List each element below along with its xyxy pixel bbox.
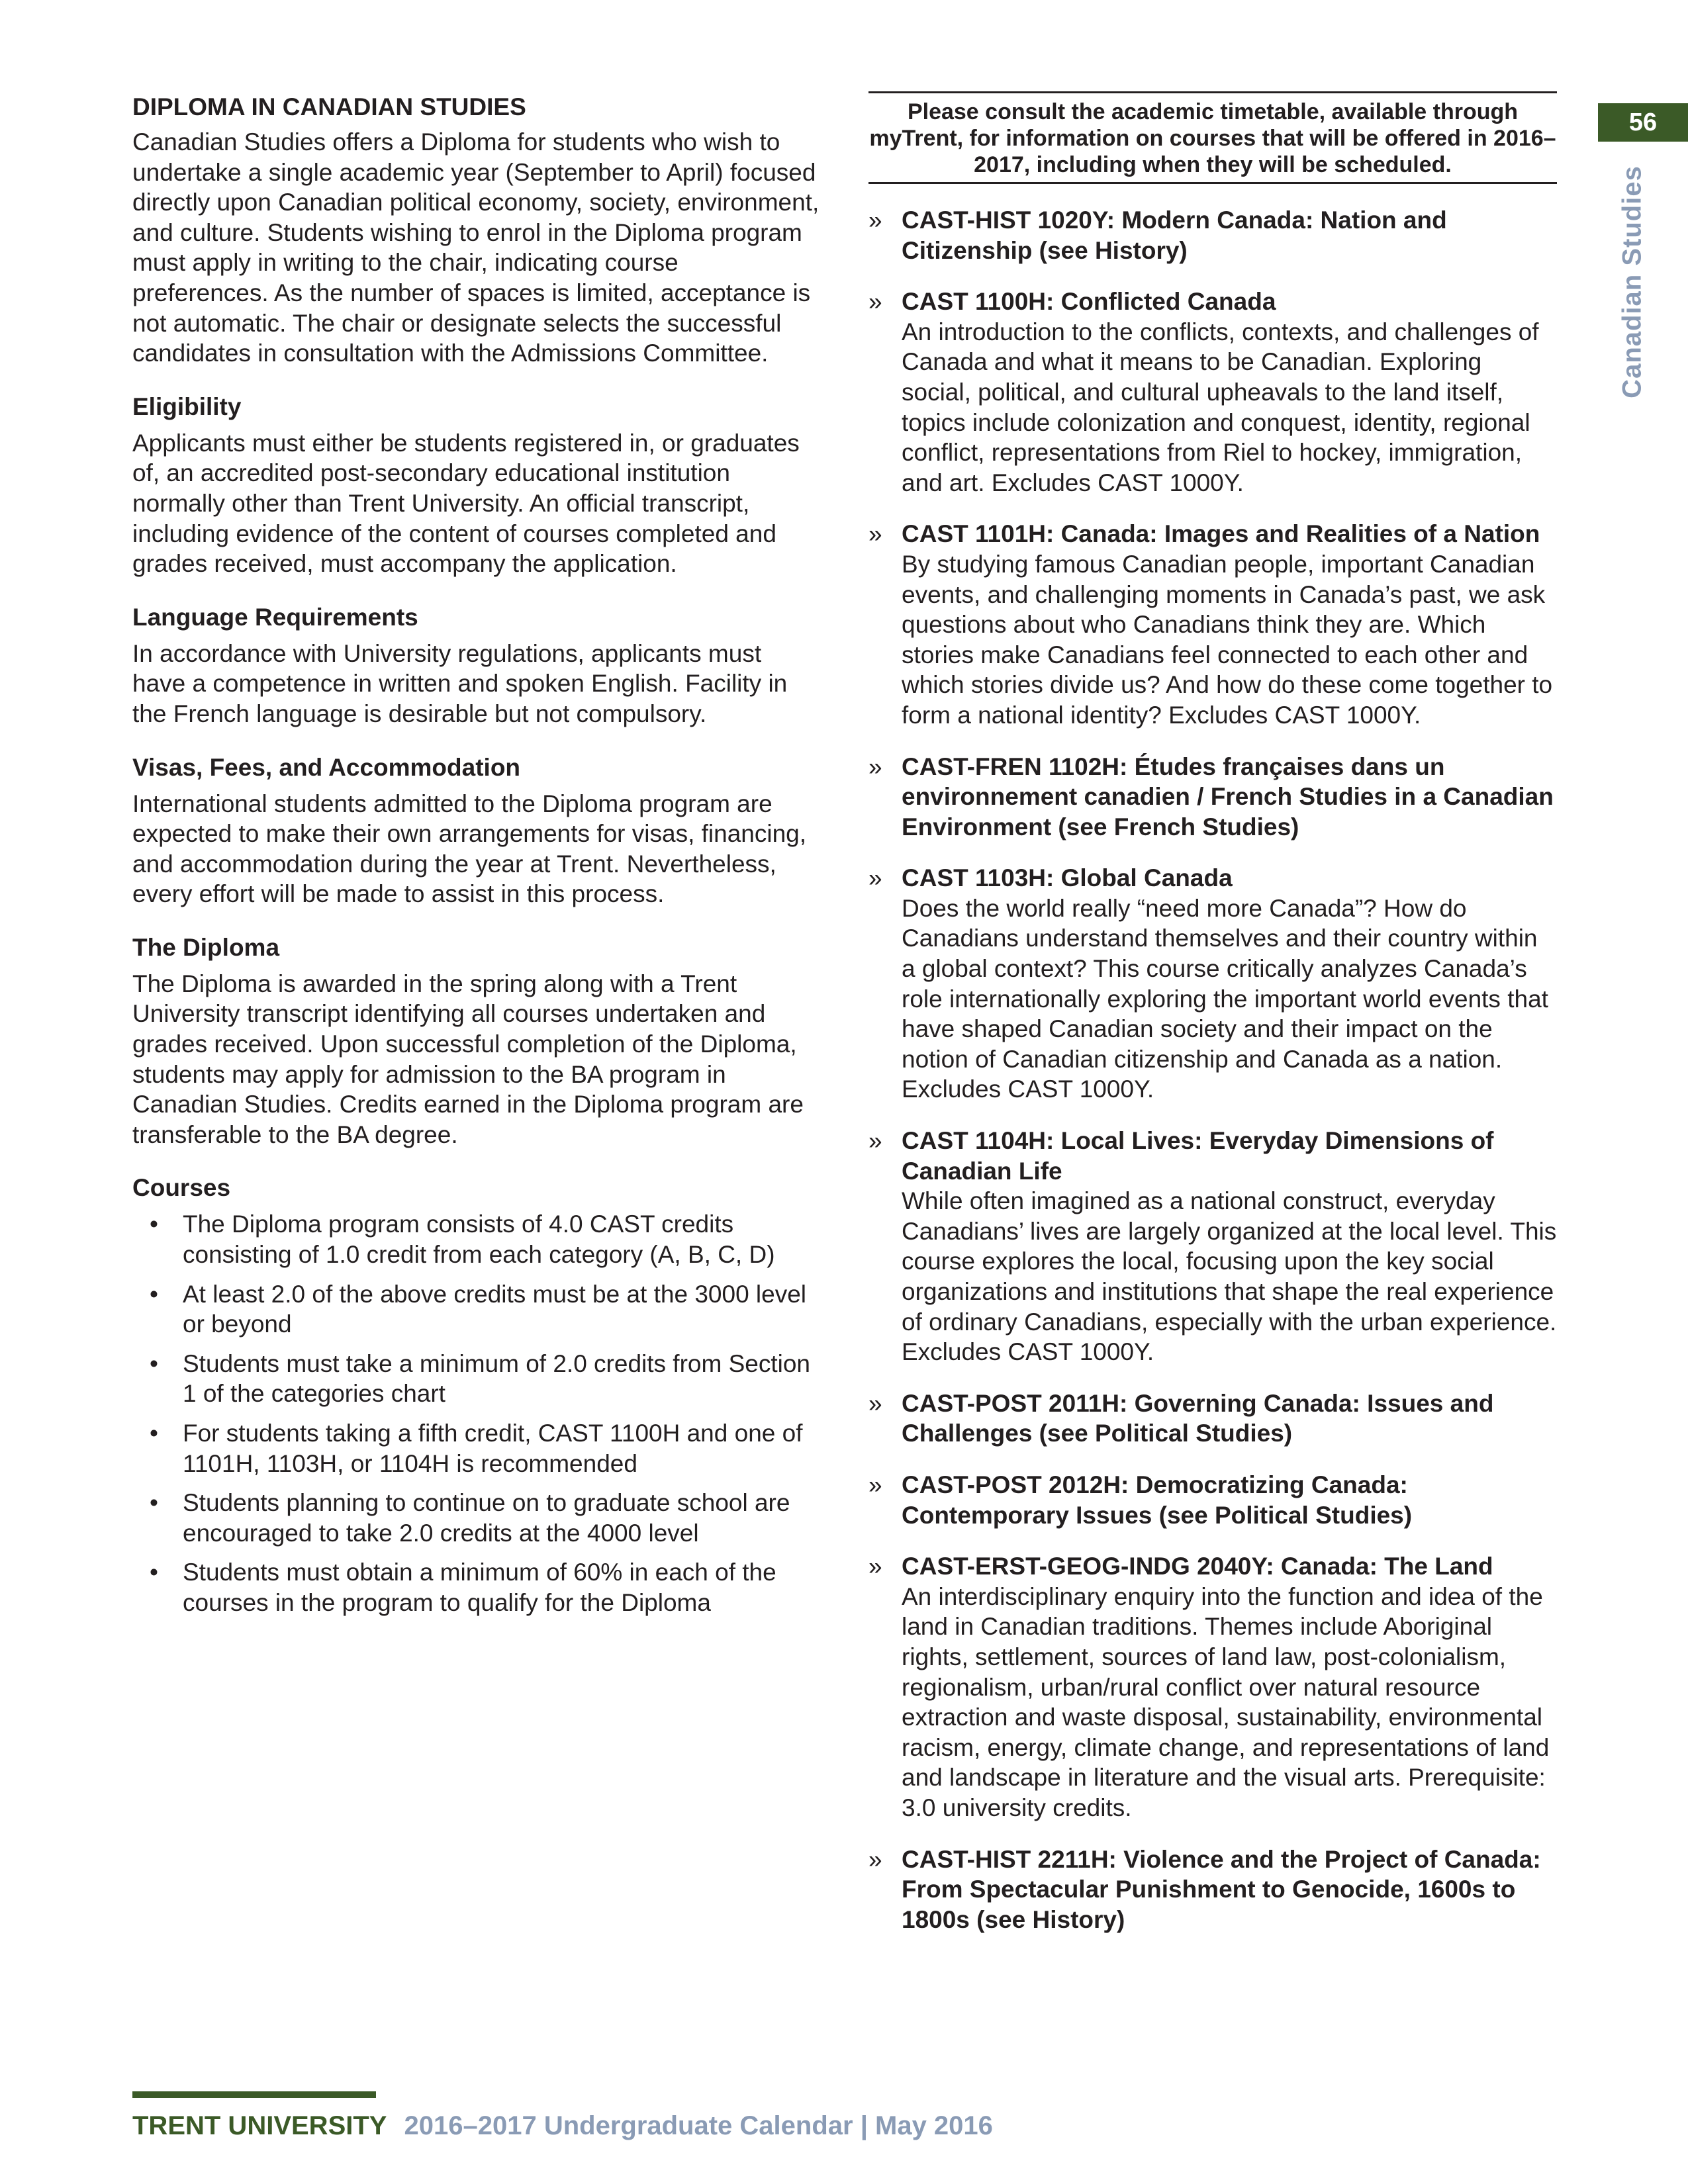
course-entry <box>868 1844 1557 1935</box>
list-item-text: Students planning to continue on to graduate school are encouraged to take 2.0 credits at the 4000 level <box>183 1489 790 1547</box>
requirements-list <box>132 1209 821 1617</box>
course-entry <box>868 1388 1557 1449</box>
diploma-title: DIPLOMA IN CANADIAN STUDIES <box>132 93 526 120</box>
courses-heading: Courses <box>132 1174 231 1202</box>
list-item-text: The Diploma program consists of 4.0 CAST credits consisting of 1.0 credit from each category (A, B, C, D) <box>183 1210 775 1269</box>
page-number: 56 <box>1628 108 1658 136</box>
list-item <box>132 1418 821 1479</box>
chevron-icon: » <box>868 1127 882 1155</box>
chevron-icon: » <box>868 1389 882 1417</box>
course-description: Does the world really “need more Canada”? How do Canadians understand themselves and their country within a global context? This course critically analyzes Canada’s role internationally exploring the important world events that have shaped Canadian society and their impact on the notion of Canadian citizenship and Canada as a nation. Excludes CAST 1000Y. <box>902 894 1548 1103</box>
side-title-container <box>1613 164 1652 400</box>
list-item-text: Students must take a minimum of 2.0 credits from Section 1 of the categories chart <box>183 1349 810 1408</box>
course-description: An interdisciplinary enquiry into the function and idea of the land in Canadian traditions. Themes include Aboriginal rights, settlement, sources of land law, post-colonialism, regionalism, urban/rural conflict over natural resource extraction and waste disposal, sustainability, environmental racism, energy, climate change, and representations of land and landscape in literature and the visual arts. Prerequisite: 3.0 university credits. <box>902 1582 1550 1821</box>
course-title: CAST-FREN 1102H: Études françaises dans un environnement canadien / French Studies in a Canadian Environment (see French Studies) <box>902 752 1554 841</box>
list-item <box>132 1557 821 1617</box>
chevron-icon: » <box>868 520 882 548</box>
course-title: CAST-POST 2012H: Democratizing Canada: Contemporary Issues (see Political Studies) <box>902 1471 1413 1529</box>
course-entry <box>868 519 1557 730</box>
course-description: By studying famous Canadian people, important Canadian events, and challenging moments in Canada’s past, we ask questions about who Canadians think they are. Which stories make Canadians feel connected to each other and which stories divide us? And how do these come together to form a national identity? Excludes CAST 1000Y. <box>902 550 1553 729</box>
course-entry <box>868 205 1557 265</box>
left-column <box>132 93 821 1627</box>
footer-university: TRENT UNIVERSITY <box>132 2111 387 2140</box>
course-entry <box>868 863 1557 1105</box>
course-description: While often imagined as a national construct, everyday Canadians’ lives are largely organized at the local level. This course explores the local, focusing upon the key social organizations and institutions that shape the real experience of ordinary Canadians, especially with the urban experience. Excludes CAST 1000Y. <box>902 1187 1557 1366</box>
chevron-icon: » <box>868 752 882 780</box>
course-entry <box>868 752 1557 842</box>
bullet-icon: • <box>150 1280 158 1308</box>
diploma-intro: Canadian Studies offers a Diploma for students who wish to undertake a single academic year (September to April) focused directly upon Canadian political economy, society, environment, and culture. Students wishing to enrol in the Diploma program must apply in writing to the chair, indicating course preferences. As the number of spaces is limited, acceptance is not automatic. The chair or designate selects the successful candidates in consultation with the Admissions Committee. <box>132 128 820 367</box>
visas-text: International students admitted to the Diploma program are expected to make their own arrangements for visas, financing, and accommodation during the year at Trent. Nevertheless, every effort will be made to assist in this process. <box>132 790 807 908</box>
visas-heading: Visas, Fees, and Accommodation <box>132 753 521 781</box>
chevron-icon: » <box>868 1845 882 1873</box>
eligibility-heading: Eligibility <box>132 392 242 420</box>
list-item <box>132 1209 821 1269</box>
right-column <box>868 91 1557 1934</box>
chevron-icon: » <box>868 288 882 316</box>
list-item <box>132 1279 821 1340</box>
course-entry <box>868 1551 1557 1823</box>
list-item <box>132 1349 821 1409</box>
chevron-icon: » <box>868 864 882 892</box>
course-entry <box>868 1126 1557 1367</box>
chevron-icon: » <box>868 1471 882 1498</box>
footer-calendar: 2016–2017 Undergraduate Calendar | May 2016 <box>404 2111 993 2140</box>
course-title: CAST 1101H: Canada: Images and Realities of a Nation <box>902 520 1540 548</box>
diploma-heading: The Diploma <box>132 933 280 961</box>
course-entry <box>868 287 1557 498</box>
diploma-text: The Diploma is awarded in the spring along with a Trent University transcript identifying all courses undertaken and grades received. Upon successful completion of the Diploma, students may apply for admission to the BA program in Canadian Studies. Credits earned in the Diploma program are transferable to the BA degree. <box>132 970 804 1148</box>
course-title: CAST-HIST 1020Y: Modern Canada: Nation and Citizenship (see History) <box>902 206 1447 264</box>
chevron-icon: » <box>868 206 882 234</box>
list-item-text: At least 2.0 of the above credits must be at the 3000 level or beyond <box>183 1280 807 1338</box>
side-section-title: Canadian Studies <box>1617 165 1647 398</box>
timetable-notice: Please consult the academic timetable, available through myTrent, for information on courses that will be offered in 2016–2017, including when they will be scheduled. <box>868 91 1557 184</box>
chevron-icon: » <box>868 1553 882 1580</box>
course-title: CAST 1100H: Conflicted Canada <box>902 288 1276 316</box>
bullet-icon: • <box>150 1489 158 1517</box>
bullet-icon: • <box>150 1210 158 1238</box>
bullet-icon: • <box>150 1420 158 1447</box>
bullet-icon: • <box>150 1559 158 1586</box>
list-item-text: For students taking a fifth credit, CAST 1100H and one of 1101H, 1103H, or 1104H is recommended <box>183 1420 803 1477</box>
course-entry <box>868 1470 1557 1530</box>
page-number-badge <box>1598 103 1688 142</box>
course-title: CAST-ERST-GEOG-INDG 2040Y: Canada: The Land <box>902 1553 1493 1580</box>
language-heading: Language Requirements <box>132 603 418 631</box>
course-description: An introduction to the conflicts, contexts, and challenges of Canada and what it means to be Canadian. Exploring social, political, and cultural upheavals to the land itself, topics include colonization and conquest, identity, regional conflict, representations from Riel to hockey, immigration, and art. Excludes CAST 1000Y. <box>902 318 1539 496</box>
course-title: CAST-POST 2011H: Governing Canada: Issues and Challenges (see Political Studies) <box>902 1389 1494 1447</box>
course-title: CAST 1103H: Global Canada <box>902 864 1233 892</box>
eligibility-text: Applicants must either be students registered in, or graduates of, an accredited post-secondary educational institution normally other than Trent University. An official transcript, including evidence of the content of courses completed and grades received, must accompany the application. <box>132 429 800 578</box>
page-footer <box>132 2111 993 2141</box>
bullet-icon: • <box>150 1349 158 1377</box>
course-title: CAST 1104H: Local Lives: Everyday Dimensions of Canadian Life <box>902 1127 1494 1185</box>
list-item-text: Students must obtain a minimum of 60% in each of the courses in the program to qualify for the Diploma <box>183 1559 776 1616</box>
list-item <box>132 1488 821 1548</box>
language-text: In accordance with University regulations, applicants must have a competence in written and spoken English. Facility in the French language is desirable but not compulsory. <box>132 639 788 727</box>
course-title: CAST-HIST 2211H: Violence and the Project of Canada: From Spectacular Punishment to Genocide, 1600s to 1800s (see History) <box>902 1845 1541 1933</box>
footer-accent-bar <box>132 2091 376 2098</box>
